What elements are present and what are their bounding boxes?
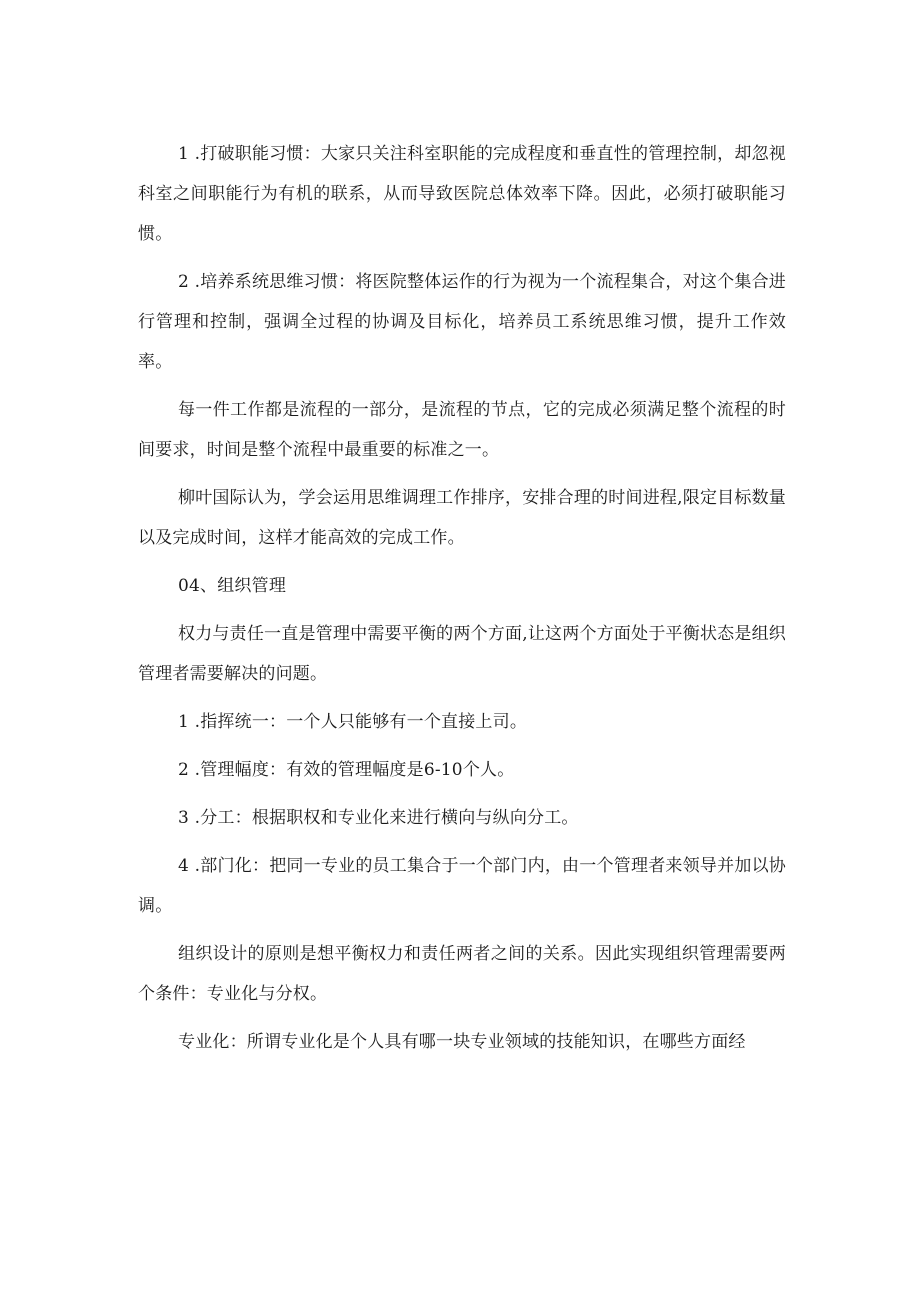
- paragraph-power-responsibility: 权力与责任一直是管理中需要平衡的两个方面,让这两个方面处于平衡状态是组织管理者需要解决的问题。: [138, 624, 786, 684]
- paragraph-break-functional-habits: 1 .打破职能习惯：大家只关注科室职能的完成程度和垂直性的管理控制，却忽视科室之间职能行为有机的联系，从而导致医院总体效率下降。因此，必须打破职能习惯。: [138, 144, 786, 244]
- paragraph-liuye-view: 柳叶国际认为，学会运用思维调理工作排序，安排合理的时间进程,限定目标数量以及完成时间，这样才能高效的完成工作。: [138, 488, 786, 548]
- list-item-unity-of-command: 1 .指挥统一：一个人只能够有一个直接上司。: [178, 712, 528, 732]
- list-item-span-of-control: 2 .管理幅度：有效的管理幅度是6-10个人。: [178, 760, 515, 780]
- paragraph-process-node: 每一件工作都是流程的一部分，是流程的节点，它的完成必须满足整个流程的时间要求，时间是整个流程中最重要的标准之一。: [138, 400, 786, 460]
- paragraph-specialization: 专业化：所谓专业化是个人具有哪一块专业领域的技能知识，在哪些方面经: [178, 1032, 746, 1052]
- list-item-division-of-labor: 3 .分工：根据职权和专业化来进行横向与纵向分工。: [178, 808, 579, 828]
- section-heading-org-management: 04、组织管理: [178, 576, 287, 596]
- document-body: [138, 134, 786, 1070]
- paragraph-org-design-principle: 组织设计的原则是想平衡权力和责任两者之间的关系。因此实现组织管理需要两个条件：专业化与分权。: [138, 944, 786, 1004]
- paragraph-systems-thinking: 2 .培养系统思维习惯：将医院整体运作的行为视为一个流程集合，对这个集合进行管理和控制，强调全过程的协调及目标化，培养员工系统思维习惯，提升工作效率。: [138, 272, 786, 372]
- list-item-departmentalization: 4 .部门化：把同一专业的员工集合于一个部门内，由一个管理者来领导并加以协调。: [138, 856, 786, 916]
